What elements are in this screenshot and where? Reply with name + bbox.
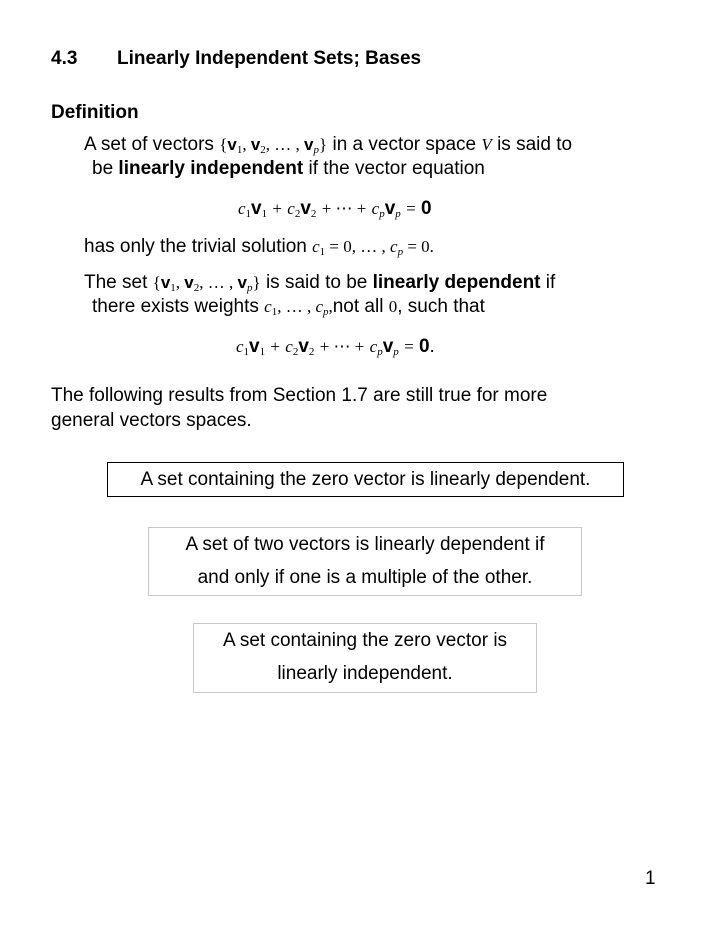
section-title: Linearly Independent Sets; Bases (117, 48, 422, 69)
term-linearly-dependent: linearly dependent (372, 272, 541, 293)
set-end: if (545, 272, 556, 293)
box-2-line-1: A set of two vectors is linearly dependent if (185, 534, 545, 555)
weights-post: , such that (397, 296, 485, 317)
trivial-solution-line (84, 236, 434, 258)
vector-space-symbol: V (481, 135, 492, 154)
vector-set-math-2: {$v_1$, $v_2$, … , $v_p$} (152, 273, 261, 294)
trivial-math: $c_1 = 0$, … , $c_p = 0$. (312, 237, 434, 258)
dependent-line-1 (84, 272, 555, 294)
trivial-pre: has only the trivial solution (84, 236, 307, 257)
definition-line-1 (84, 134, 572, 156)
box-3-line-1: A set containing the zero vector is (222, 630, 508, 651)
followup-line-1: The following results from Section 1.7 are still true for more (51, 385, 548, 406)
definition-line-2 (92, 158, 485, 180)
section-number: 4.3 (51, 48, 78, 69)
definition-line2-pre: be (92, 158, 114, 179)
box-1-line-1: A set containing the zero vector is linearly dependent. (140, 469, 591, 490)
box-2-line-2: and only if one is a multiple of the other. (197, 567, 533, 588)
term-linearly-independent: linearly independent (118, 158, 304, 179)
dependent-line-2 (92, 296, 485, 318)
definition-heading: Definition (51, 102, 139, 123)
vector-equation-2: $c_1v_1 + c_2v_2$ + ⋯ + $c_pv_p = 0$. (236, 336, 435, 358)
definition-line1-pre: A set of vectors (84, 134, 214, 155)
vector-set-math: {$v_1$, $v_2$, … , $v_p$} (219, 135, 328, 156)
definition-line1-end: is said to (497, 134, 573, 155)
followup-line-2: general vectors spaces. (51, 410, 252, 431)
result-box-zero-vector-independent (193, 623, 537, 693)
page-number: 1 (645, 868, 656, 889)
vector-equation-1: $c_1v_1 + c_2v_2$ + ⋯ + $c_pv_p = 0$ (238, 198, 432, 220)
definition-line1-post: in a vector space (332, 134, 477, 155)
definition-line2-post: if the vector equation (308, 158, 485, 179)
set-pre: The set (84, 272, 148, 293)
weights-math: $c_1$, … , $c_p$, (264, 297, 333, 318)
set-post: is said to be (265, 272, 368, 293)
box-3-line-2: linearly independent. (277, 663, 453, 684)
weights-pre: there exists weights (92, 296, 259, 317)
weights-zero: 0 (388, 297, 398, 316)
result-box-zero-vector-dependent (107, 462, 624, 497)
weights-mid: not all (332, 296, 384, 317)
result-box-two-vectors (148, 527, 582, 596)
